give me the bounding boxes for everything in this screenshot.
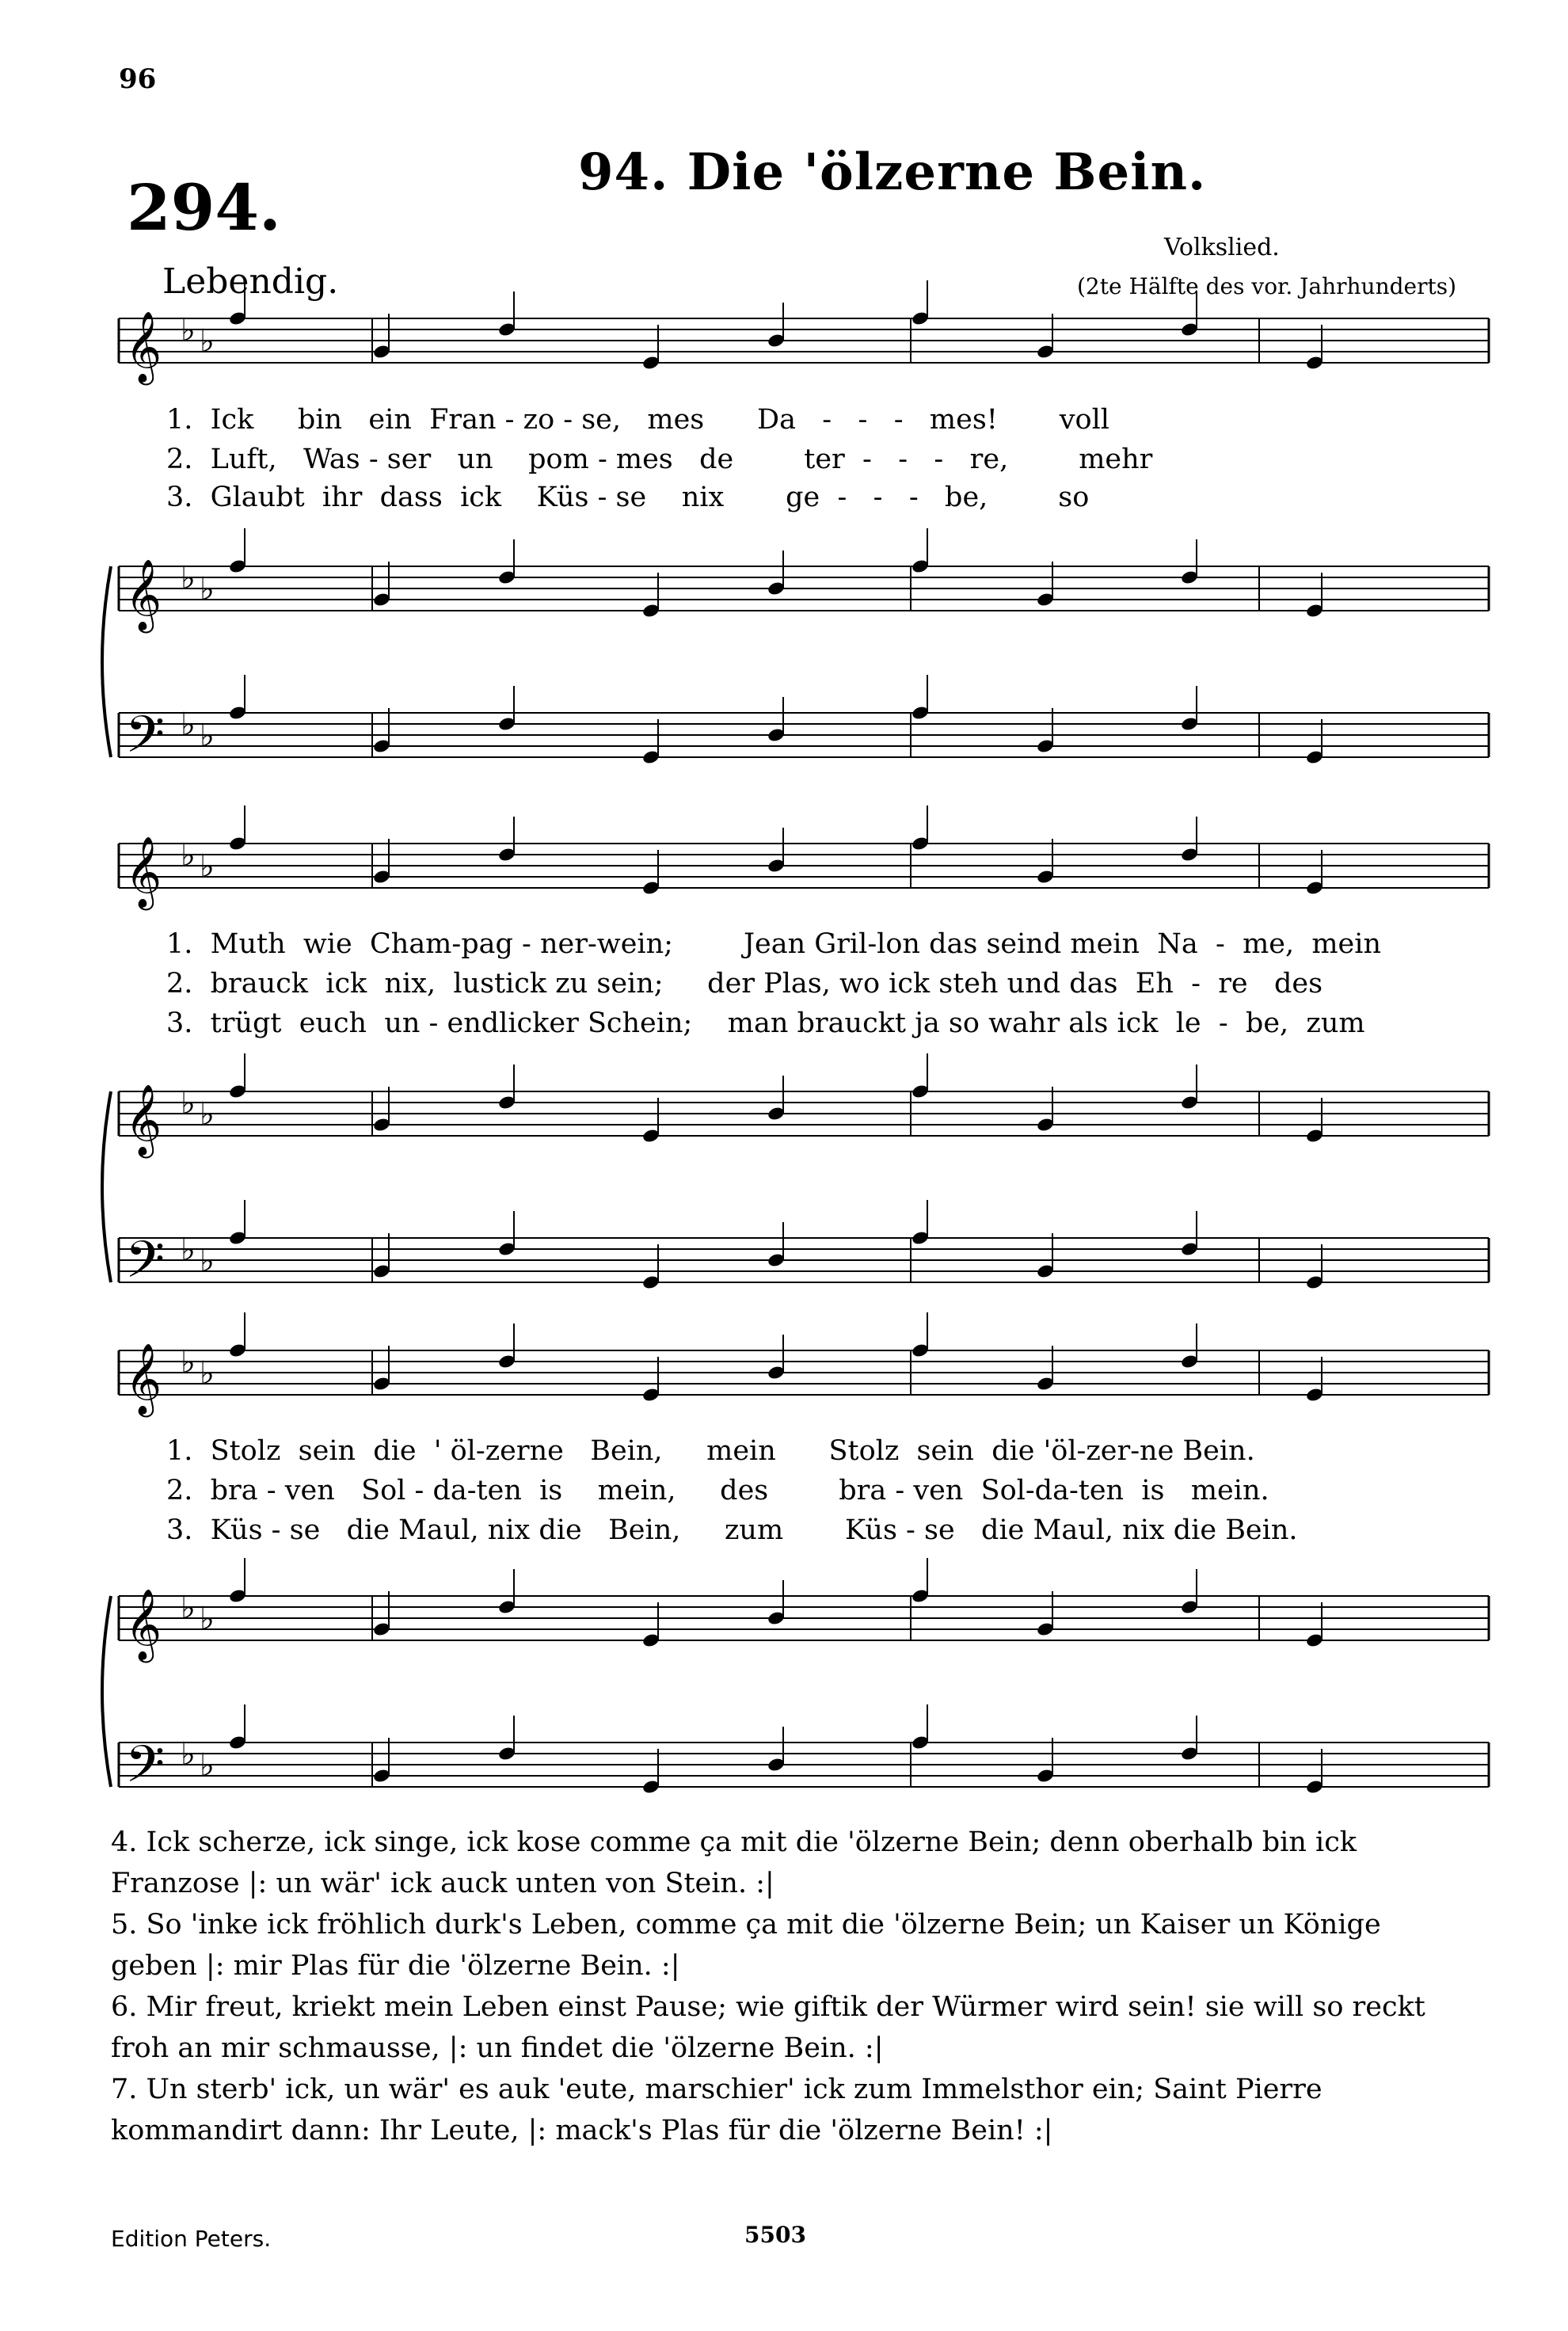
flat-sign: ♭ (181, 1232, 196, 1268)
treble-clef: 𝄞 (125, 311, 162, 383)
flat-sign: ♭ (200, 1601, 215, 1637)
treble-clef: 𝄞 (125, 1084, 162, 1156)
additional-verses (111, 1822, 1473, 2151)
piano-brace (102, 566, 111, 757)
lyric-line: 3. Küs - se die Maul, nix die Bein, zum Küs - se die Maul, nix die Bein. (166, 1514, 1298, 1546)
flat-sign: ♭ (181, 1085, 196, 1122)
flat-sign: ♭ (200, 1355, 215, 1392)
flat-sign: ♭ (200, 848, 215, 885)
treble-clef: 𝄞 (125, 1589, 162, 1660)
flat-sign: ♭ (181, 837, 196, 874)
lyric-line: 2. brauck ick nix, lustick zu sein; der Plas, wo ick steh und das Eh - re des (166, 968, 1323, 1000)
flat-sign: ♭ (181, 707, 196, 743)
source-date: (2te Hälfte des vor. Jahrhunderts) (1077, 273, 1457, 299)
flat-sign: ♭ (181, 560, 196, 596)
song-title: 94. Die 'ölzerne Bein. (578, 143, 1207, 202)
page-number: 96 (119, 63, 157, 95)
flat-sign: ♭ (200, 1747, 215, 1784)
bass-clef: 𝄢 (125, 1735, 166, 1807)
lyric-line: 1. Muth wie Cham-pag - ner-wein; Jean Gril-lon das seind mein Na - me, mein (166, 928, 1382, 960)
piano-brace (102, 1596, 111, 1787)
bass-clef: 𝄢 (125, 706, 166, 777)
source-label: Volkslied. (1164, 234, 1280, 261)
lyric-line: 1. Stolz sein die ' öl-zerne Bein, mein Stolz sein die 'öl-zer-ne Bein. (166, 1435, 1255, 1467)
verse-7: 7. Un sterb' ick, un wär' es auk 'eute, marschier' ick zum Immelsthor ein; Saint Pierre kommandirt dann: Ihr Leute, |: mack's Plas für die 'ölzerne Bein! :| (111, 2074, 1323, 2146)
publisher-label: Edition Peters. (111, 2226, 272, 2252)
tempo-marking: Lebendig. (162, 261, 339, 302)
lyric-line: 3. Glaubt ihr dass ick Küs - se nix ge - - - be, so (166, 482, 1090, 513)
lyric-line: 2. Luft, Was - ser un pom - mes de ter - - - re, mehr (166, 444, 1153, 475)
song-number: 294. (127, 170, 281, 245)
plate-number: 5503 (744, 2222, 806, 2248)
treble-clef: 𝄞 (125, 836, 162, 908)
verse-5: 5. So 'inke ick fröhlich durk's Leben, comme ça mit die 'ölzerne Bein; un Kaiser un Könige geben |: mir Plas für die 'ölzerne Bein. :| (111, 1909, 1381, 1982)
flat-sign: ♭ (200, 718, 215, 754)
lyric-line: 3. trügt euch un - endlicker Schein; man brauckt ja so wahr als ick le - be, zum (166, 1007, 1365, 1039)
flat-sign: ♭ (181, 312, 196, 349)
treble-clef: 𝄞 (125, 1343, 162, 1415)
bass-clef: 𝄢 (125, 1231, 166, 1302)
flat-sign: ♭ (181, 1590, 196, 1626)
lyric-line: 1. Ick bin ein Fran - zo - se, mes Da - - - mes! voll (166, 404, 1109, 436)
flat-sign: ♭ (181, 1736, 196, 1773)
lyric-line: 2. bra - ven Sol - da-ten is mein, des bra - ven Sol-da-ten is mein. (166, 1475, 1269, 1506)
flat-sign: ♭ (181, 1344, 196, 1381)
flat-sign: ♭ (200, 1096, 215, 1133)
verse-4: 4. Ick scherze, ick singe, ick kose comme ça mit die 'ölzerne Bein; denn oberhalb bin ick Franzose |: un wär' ick auck unten von Stein. :| (111, 1826, 1357, 1899)
piano-brace (102, 1091, 111, 1282)
flat-sign: ♭ (200, 1243, 215, 1279)
treble-clef: 𝄞 (125, 559, 162, 630)
flat-sign: ♭ (200, 571, 215, 608)
flat-sign: ♭ (200, 323, 215, 360)
verse-6: 6. Mir freut, kriekt mein Leben einst Pause; wie giftik der Würmer wird sein! sie will so reckt froh an mir schmausse, |: un findet die 'ölzerne Bein. :| (111, 1991, 1425, 2064)
